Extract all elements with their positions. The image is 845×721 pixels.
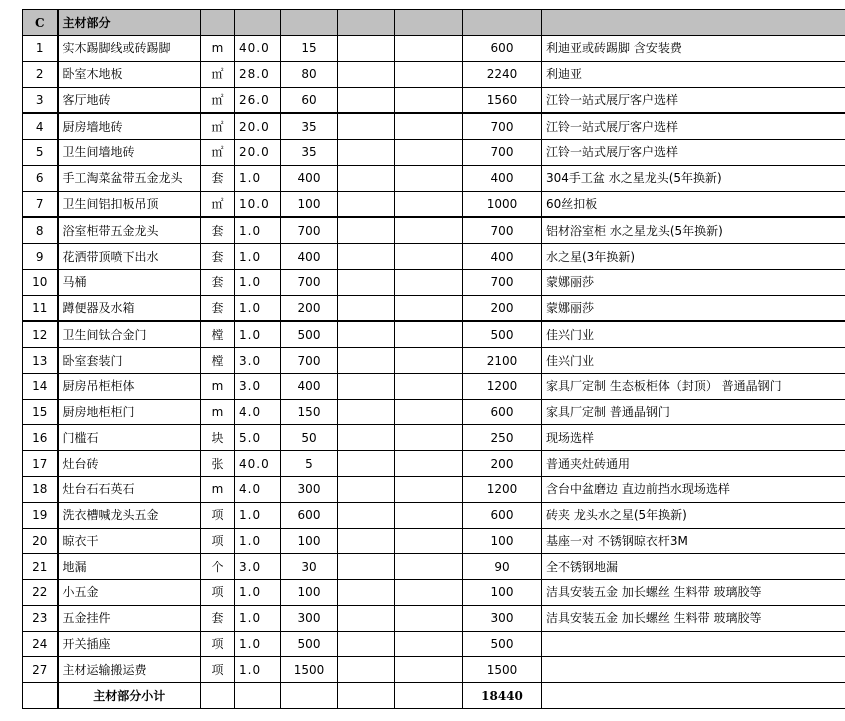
empty-cell[interactable] [395,657,463,683]
total-cell[interactable]: 1560 [463,87,542,113]
empty-cell[interactable] [338,140,395,166]
unit-price-cell[interactable]: 500 [281,321,338,347]
row-number-cell[interactable]: 4 [23,113,58,139]
unit-price-cell[interactable]: 50 [281,425,338,451]
unit-cell[interactable]: ㎡ [201,191,235,217]
subtotal-row [23,683,845,709]
table-row [23,373,845,399]
quantity-cell[interactable]: 1.0 [235,244,281,270]
empty-cell[interactable] [338,580,395,606]
total-cell[interactable]: 700 [463,140,542,166]
note-cell[interactable]: 普通夹灶砖通用 [542,451,845,477]
row-number-cell[interactable]: 6 [23,165,58,191]
unit-price-cell[interactable]: 80 [281,61,338,87]
unit-price-cell[interactable]: 60 [281,87,338,113]
unit-price-cell[interactable]: 35 [281,113,338,139]
unit-cell[interactable]: 套 [201,217,235,243]
table-row [23,502,845,528]
empty-cell[interactable] [338,165,395,191]
item-name-cell[interactable]: 卫生间钛合金门 [58,321,201,347]
table-row [23,425,845,451]
note-cell[interactable]: 蒙娜丽莎 [542,269,845,295]
unit-cell[interactable]: 套 [201,295,235,321]
empty-cell[interactable] [338,683,395,709]
note-cell[interactable] [542,631,845,657]
empty-cell[interactable] [395,295,463,321]
empty-cell[interactable] [338,373,395,399]
unit-price-cell[interactable]: 700 [281,348,338,374]
item-name-cell[interactable]: 开关插座 [58,631,201,657]
total-cell[interactable]: 500 [463,321,542,347]
header-cell-price[interactable] [281,10,338,36]
unit-cell[interactable]: m [201,399,235,425]
empty-cell[interactable] [338,477,395,503]
subtotal-label[interactable]: 主材部分小计 [58,683,201,709]
empty-cell[interactable] [395,554,463,580]
note-cell[interactable]: 含台中盆磨边 直边前挡水现场选样 [542,477,845,503]
empty-cell[interactable] [395,244,463,270]
empty-cell[interactable] [338,217,395,243]
empty-cell[interactable] [338,554,395,580]
unit-price-cell[interactable]: 1500 [281,657,338,683]
table-row [23,348,845,374]
empty-cell[interactable] [338,36,395,62]
empty-cell[interactable] [338,321,395,347]
item-name-cell[interactable]: 厨房吊柜柜体 [58,373,201,399]
empty-cell[interactable] [338,87,395,113]
unit-price-cell[interactable]: 700 [281,269,338,295]
total-cell[interactable]: 300 [463,605,542,631]
empty-cell[interactable] [395,217,463,243]
item-name-cell[interactable]: 马桶 [58,269,201,295]
empty-cell[interactable] [338,528,395,554]
quantity-cell[interactable]: 1.0 [235,321,281,347]
quantity-cell[interactable]: 1.0 [235,217,281,243]
quantity-cell[interactable]: 5.0 [235,425,281,451]
item-name-cell[interactable]: 五金挂件 [58,605,201,631]
quantity-cell[interactable]: 20.0 [235,140,281,166]
unit-cell[interactable]: 套 [201,269,235,295]
row-number-cell[interactable]: 16 [23,425,58,451]
unit-price-cell[interactable]: 100 [281,191,338,217]
quantity-cell[interactable]: 40.0 [235,451,281,477]
quantity-cell[interactable]: 1.0 [235,502,281,528]
table-row [23,140,845,166]
item-name-cell[interactable]: 厨房地柜柜门 [58,399,201,425]
table-row [23,631,845,657]
header-cell-empty-2[interactable] [395,10,463,36]
table-row [23,191,845,217]
empty-cell[interactable] [395,683,463,709]
unit-cell[interactable]: m [201,373,235,399]
note-cell[interactable]: 蒙娜丽莎 [542,295,845,321]
unit-price-cell[interactable]: 15 [281,36,338,62]
table-row [23,580,845,606]
item-name-cell[interactable]: 小五金 [58,580,201,606]
item-name-cell[interactable]: 卧室木地板 [58,61,201,87]
empty-cell[interactable] [395,631,463,657]
table-row [23,399,845,425]
unit-price-cell[interactable]: 500 [281,631,338,657]
unit-cell[interactable]: 张 [201,451,235,477]
subtotal-number-cell[interactable] [23,683,58,709]
quantity-cell[interactable]: 4.0 [235,399,281,425]
empty-cell[interactable] [395,269,463,295]
item-name-cell[interactable]: 蹲便器及水箱 [58,295,201,321]
empty-cell[interactable] [338,244,395,270]
subtotal-total[interactable]: 18440 [463,683,542,709]
total-cell[interactable]: 400 [463,165,542,191]
empty-cell[interactable] [395,399,463,425]
empty-cell[interactable] [338,425,395,451]
row-number-cell[interactable]: 23 [23,605,58,631]
empty-cell[interactable] [338,631,395,657]
quantity-cell[interactable]: 26.0 [235,87,281,113]
total-cell[interactable]: 2240 [463,61,542,87]
unit-price-cell[interactable]: 600 [281,502,338,528]
quantity-cell[interactable]: 3.0 [235,554,281,580]
table-row [23,657,845,683]
table-row [23,217,845,243]
material-cost-table [22,9,845,709]
unit-cell[interactable]: 项 [201,631,235,657]
unit-cell[interactable]: 套 [201,165,235,191]
row-number-cell[interactable]: 8 [23,217,58,243]
total-cell[interactable]: 2100 [463,348,542,374]
empty-cell[interactable] [338,348,395,374]
row-number-cell[interactable]: 24 [23,631,58,657]
empty-cell[interactable] [395,113,463,139]
empty-cell[interactable] [235,683,281,709]
total-cell[interactable]: 600 [463,399,542,425]
total-cell[interactable]: 200 [463,451,542,477]
table-row [23,554,845,580]
note-cell[interactable]: 基座一对 不锈钢晾衣杆3M [542,528,845,554]
table-row [23,605,845,631]
quantity-cell[interactable]: 1.0 [235,657,281,683]
unit-price-cell[interactable]: 200 [281,295,338,321]
total-cell[interactable]: 250 [463,425,542,451]
unit-price-cell[interactable]: 5 [281,451,338,477]
total-cell[interactable]: 500 [463,631,542,657]
quantity-cell[interactable]: 40.0 [235,36,281,62]
item-name-cell[interactable]: 客厅地砖 [58,87,201,113]
note-cell[interactable]: 佳兴门业 [542,348,845,374]
unit-price-cell[interactable]: 100 [281,580,338,606]
header-cell-note[interactable] [542,10,845,36]
unit-cell[interactable]: ㎡ [201,87,235,113]
item-name-cell[interactable]: 地漏 [58,554,201,580]
total-cell[interactable]: 400 [463,244,542,270]
empty-cell[interactable] [338,657,395,683]
total-cell[interactable]: 700 [463,113,542,139]
empty-cell[interactable] [395,61,463,87]
section-header-row [23,10,845,36]
note-cell[interactable]: 家具厂定制 生态板柜体（封顶） 普通晶钢门 [542,373,845,399]
row-number-cell[interactable]: 5 [23,140,58,166]
subtotal-note-cell[interactable] [542,683,845,709]
row-number-cell[interactable]: 10 [23,269,58,295]
item-name-cell[interactable]: 主材运输搬运费 [58,657,201,683]
empty-cell[interactable] [395,451,463,477]
note-cell[interactable]: 江铃一站式展厅客户选样 [542,113,845,139]
note-cell[interactable]: 铝材浴室柜 水之星龙头(5年换新) [542,217,845,243]
row-number-cell[interactable]: 12 [23,321,58,347]
empty-cell[interactable] [338,399,395,425]
empty-cell[interactable] [338,605,395,631]
table-row [23,477,845,503]
unit-cell[interactable]: 项 [201,657,235,683]
table-row [23,244,845,270]
table-row [23,165,845,191]
header-cell-total[interactable] [463,10,542,36]
note-cell[interactable]: 洁具安装五金 加长螺丝 生料带 玻璃胶等 [542,605,845,631]
empty-cell[interactable] [395,191,463,217]
unit-cell[interactable]: 樘 [201,348,235,374]
quantity-cell[interactable]: 3.0 [235,348,281,374]
note-cell[interactable]: 佳兴门业 [542,321,845,347]
row-number-cell[interactable]: 27 [23,657,58,683]
total-cell[interactable]: 1200 [463,373,542,399]
unit-price-cell[interactable]: 30 [281,554,338,580]
quantity-cell[interactable]: 4.0 [235,477,281,503]
total-cell[interactable]: 700 [463,269,542,295]
total-cell[interactable]: 1500 [463,657,542,683]
quantity-cell[interactable]: 10.0 [235,191,281,217]
row-number-cell[interactable]: 15 [23,399,58,425]
row-number-cell[interactable]: 7 [23,191,58,217]
empty-cell[interactable] [281,683,338,709]
row-number-cell[interactable]: 3 [23,87,58,113]
header-cell-empty-1[interactable] [338,10,395,36]
table-row [23,321,845,347]
unit-cell[interactable]: 个 [201,554,235,580]
empty-cell[interactable] [338,295,395,321]
note-cell[interactable]: 家具厂定制 普通晶钢门 [542,399,845,425]
quantity-cell[interactable]: 1.0 [235,295,281,321]
item-name-cell[interactable]: 洗衣槽喊龙头五金 [58,502,201,528]
section-title[interactable]: 主材部分 [58,10,201,36]
note-cell[interactable]: 304手工盆 水之星龙头(5年换新) [542,165,845,191]
empty-cell[interactable] [395,140,463,166]
total-cell[interactable]: 200 [463,295,542,321]
quantity-cell[interactable]: 3.0 [235,373,281,399]
unit-price-cell[interactable]: 400 [281,165,338,191]
row-number-cell[interactable]: 22 [23,580,58,606]
quantity-cell[interactable]: 1.0 [235,528,281,554]
total-cell[interactable]: 700 [463,217,542,243]
note-cell[interactable] [542,657,845,683]
empty-cell[interactable] [338,61,395,87]
quantity-cell[interactable]: 1.0 [235,605,281,631]
row-number-cell[interactable]: 9 [23,244,58,270]
note-cell[interactable]: 洁具安装五金 加长螺丝 生料带 玻璃胶等 [542,580,845,606]
table-row [23,269,845,295]
quantity-cell[interactable]: 1.0 [235,165,281,191]
total-cell[interactable]: 100 [463,528,542,554]
quantity-cell[interactable]: 1.0 [235,631,281,657]
empty-cell[interactable] [395,348,463,374]
row-number-cell[interactable]: 2 [23,61,58,87]
empty-cell[interactable] [395,425,463,451]
empty-cell[interactable] [338,191,395,217]
item-name-cell[interactable]: 手工淘菜盆带五金龙头 [58,165,201,191]
total-cell[interactable]: 90 [463,554,542,580]
unit-cell[interactable]: m [201,477,235,503]
unit-price-cell[interactable]: 300 [281,605,338,631]
quantity-cell[interactable]: 20.0 [235,113,281,139]
item-name-cell[interactable]: 灶台石石英石 [58,477,201,503]
item-name-cell[interactable]: 厨房墙地砖 [58,113,201,139]
header-cell-qty[interactable] [235,10,281,36]
empty-cell[interactable] [338,113,395,139]
item-name-cell[interactable]: 卧室套装门 [58,348,201,374]
unit-cell[interactable]: 块 [201,425,235,451]
total-cell[interactable]: 600 [463,502,542,528]
note-cell[interactable]: 水之星(3年换新) [542,244,845,270]
unit-price-cell[interactable]: 100 [281,528,338,554]
unit-cell[interactable]: ㎡ [201,113,235,139]
total-cell[interactable]: 100 [463,580,542,606]
item-name-cell[interactable]: 卫生间铝扣板吊顶 [58,191,201,217]
item-name-cell[interactable]: 浴室柜带五金龙头 [58,217,201,243]
unit-price-cell[interactable]: 300 [281,477,338,503]
empty-cell[interactable] [338,502,395,528]
unit-cell[interactable]: m [201,36,235,62]
quantity-cell[interactable]: 1.0 [235,269,281,295]
empty-cell[interactable] [395,528,463,554]
unit-cell[interactable]: ㎡ [201,140,235,166]
table-row [23,295,845,321]
row-number-cell[interactable]: 11 [23,295,58,321]
empty-cell[interactable] [395,605,463,631]
quantity-cell[interactable]: 28.0 [235,61,281,87]
unit-cell[interactable]: 套 [201,244,235,270]
unit-cell[interactable]: 套 [201,605,235,631]
note-cell[interactable]: 全不锈钢地漏 [542,554,845,580]
row-number-cell[interactable]: 19 [23,502,58,528]
total-cell[interactable]: 1200 [463,477,542,503]
empty-cell[interactable] [395,502,463,528]
unit-cell[interactable]: 樘 [201,321,235,347]
unit-price-cell[interactable]: 700 [281,217,338,243]
table-row [23,61,845,87]
item-name-cell[interactable]: 晾衣干 [58,528,201,554]
unit-cell[interactable]: 项 [201,502,235,528]
empty-cell[interactable] [201,683,235,709]
table-row [23,36,845,62]
total-cell[interactable]: 600 [463,36,542,62]
unit-price-cell[interactable]: 400 [281,373,338,399]
item-name-cell[interactable]: 花洒带顶喷下出水 [58,244,201,270]
total-cell[interactable]: 1000 [463,191,542,217]
note-cell[interactable]: 利迪亚或砖踢脚 含安装费 [542,36,845,62]
empty-cell[interactable] [338,269,395,295]
item-name-cell[interactable]: 卫生间墙地砖 [58,140,201,166]
table-row [23,528,845,554]
note-cell[interactable]: 现场选样 [542,425,845,451]
note-cell[interactable]: 利迪亚 [542,61,845,87]
empty-cell[interactable] [395,87,463,113]
empty-cell[interactable] [338,451,395,477]
row-number-cell[interactable]: 17 [23,451,58,477]
header-cell-unit[interactable] [201,10,235,36]
row-number-cell[interactable]: 20 [23,528,58,554]
table-row [23,451,845,477]
row-number-cell[interactable]: 14 [23,373,58,399]
note-cell[interactable]: 砖夹 龙头水之星(5年换新) [542,502,845,528]
empty-cell[interactable] [395,580,463,606]
table-row [23,87,845,113]
unit-cell[interactable]: 项 [201,580,235,606]
item-name-cell[interactable]: 门槛石 [58,425,201,451]
table-row [23,113,845,139]
row-number-cell[interactable]: 18 [23,477,58,503]
note-cell[interactable]: 江铃一站式展厅客户选样 [542,140,845,166]
item-name-cell[interactable]: 灶台砖 [58,451,201,477]
unit-price-cell[interactable]: 400 [281,244,338,270]
unit-cell[interactable]: ㎡ [201,61,235,87]
unit-price-cell[interactable]: 35 [281,140,338,166]
item-name-cell[interactable]: 实木踢脚线或砖踢脚 [58,36,201,62]
unit-price-cell[interactable]: 150 [281,399,338,425]
empty-cell[interactable] [395,165,463,191]
empty-cell[interactable] [395,373,463,399]
note-cell[interactable]: 60丝扣板 [542,191,845,217]
row-number-cell[interactable]: 13 [23,348,58,374]
row-number-cell[interactable]: 1 [23,36,58,62]
empty-cell[interactable] [395,321,463,347]
empty-cell[interactable] [395,477,463,503]
quantity-cell[interactable]: 1.0 [235,580,281,606]
empty-cell[interactable] [395,36,463,62]
row-number-cell[interactable]: 21 [23,554,58,580]
unit-cell[interactable]: 项 [201,528,235,554]
note-cell[interactable]: 江铃一站式展厅客户选样 [542,87,845,113]
section-code[interactable]: C [23,10,58,36]
